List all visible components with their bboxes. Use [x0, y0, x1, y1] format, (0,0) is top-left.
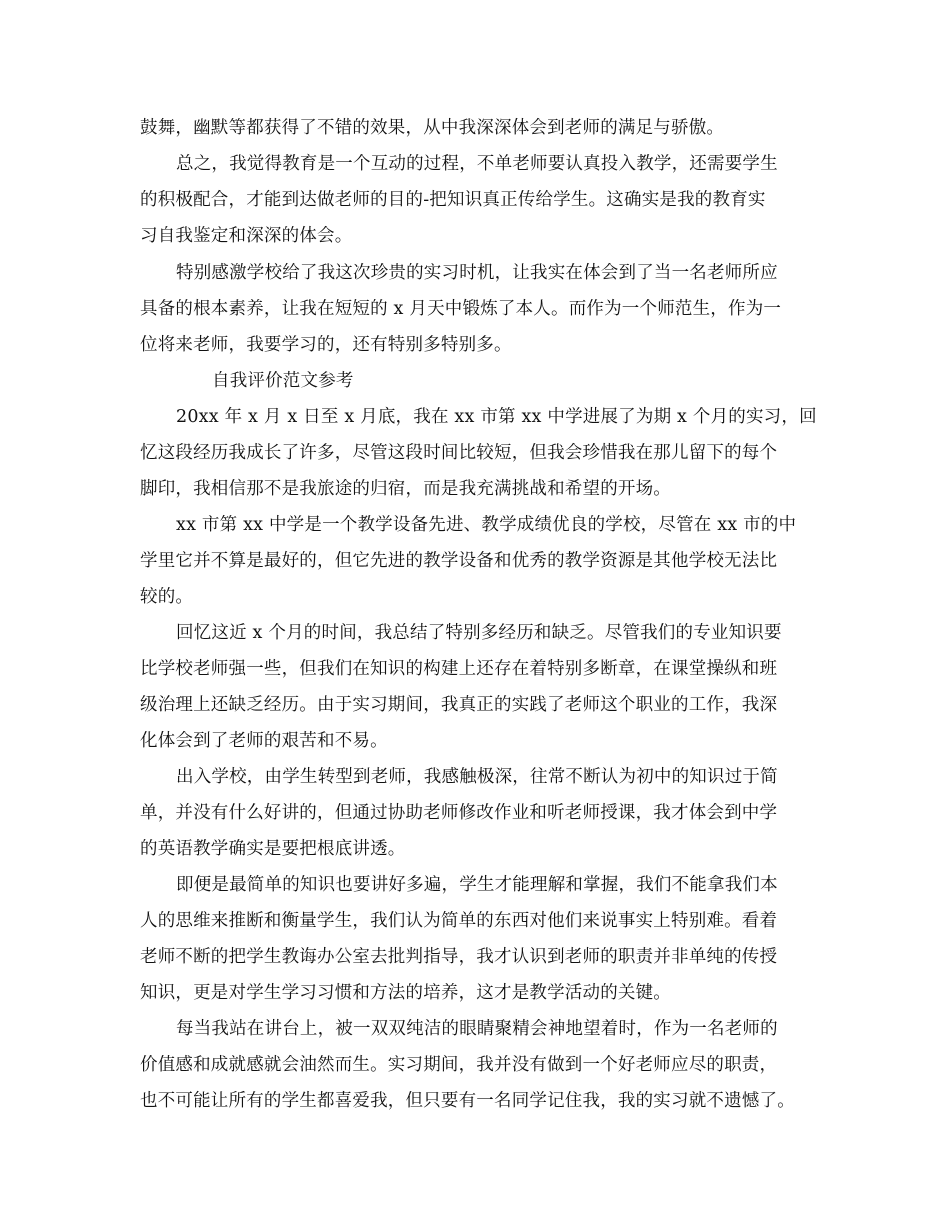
- text-line: 的英语教学确实是要把根底讲透。: [140, 839, 406, 859]
- text-line: 人的思维来推断和衡量学生，我们认为简单的东西对他们来说事实上特别难。看着: [140, 911, 778, 931]
- text-line: 脚印，我相信那不是我旅途的归宿，而是我充满挑战和希望的开场。: [140, 479, 671, 499]
- text-line: 20xx 年 x 月 x 日至 x 月底，我在 xx 市第 xx 中学进展了为期 x 个月的实习，回: [176, 407, 817, 427]
- text-line: 级治理上还缺乏经历。由于实习期间，我真正的实践了老师这个职业的工作，我深: [140, 695, 778, 715]
- text-line: 较的。: [140, 587, 194, 607]
- text-line: 的积极配合，才能到达做老师的目的-把知识真正传给学生。这确实是我的教育实: [140, 190, 766, 210]
- text-line: 老师不断的把学生教诲办公室去批判指导，我才认识到老师的职责并非单纯的传授: [140, 947, 778, 967]
- text-line: 特别感激学校给了我这次珍贵的实习时机，让我实在体会到了当一名老师所应: [176, 263, 778, 283]
- text-line: 总之，我觉得教育是一个互动的过程，不单老师要认真投入教学，还需要学生: [176, 154, 778, 174]
- text-line: 习自我鉴定和深深的体会。: [140, 226, 353, 246]
- text-line: 忆这段经历我成长了许多，尽管这段时间比较短，但我会珍惜我在那儿留下的每个: [140, 443, 778, 463]
- text-line: 化体会到了老师的艰苦和不易。: [140, 731, 388, 751]
- text-line: xx 市第 xx 中学是一个教学设备先进、教学成绩优良的学校，尽管在 xx 市的中: [176, 515, 797, 535]
- text-line: 鼓舞，幽默等都获得了不错的效果，从中我深深体会到老师的满足与骄傲。: [140, 118, 725, 138]
- text-line: 价值感和成就感就会油然而生。实习期间，我并没有做到一个好老师应尽的职责，: [140, 1055, 778, 1075]
- text-line: 具备的根本素养，让我在短短的 x 月天中锻炼了本人。而作为一个师范生，作为一: [140, 299, 782, 319]
- text-line: 也不可能让所有的学生都喜爱我，但只要有一名同学记住我，我的实习就不遗憾了。: [140, 1091, 795, 1111]
- text-line: 位将来老师，我要学习的，还有特别多特别多。: [140, 335, 512, 355]
- text-line: 每当我站在讲台上，被一双双纯洁的眼睛聚精会神地望着时，作为一名老师的: [176, 1019, 778, 1039]
- text-line: 单，并没有什么好讲的，但通过协助老师修改作业和听老师授课，我才体会到中学: [140, 803, 778, 823]
- section-heading: 自我评价范文参考: [212, 371, 354, 391]
- text-line: 回忆这近 x 个月的时间，我总结了特别多经历和缺乏。尽管我们的专业知识要: [176, 623, 782, 643]
- text-line: 学里它并不算是最好的，但它先进的教学设备和优秀的教学资源是其他学校无法比: [140, 551, 778, 571]
- text-line: 知识，更是对学生学习习惯和方法的培养，这才是教学活动的关键。: [140, 983, 671, 1003]
- text-line: 即便是最简单的知识也要讲好多遍，学生才能理解和掌握，我们不能拿我们本: [176, 875, 778, 895]
- text-line: 比学校老师强一些，但我们在知识的构建上还存在着特别多断章，在课堂操纵和班: [140, 659, 778, 679]
- text-line: 出入学校，由学生转型到老师，我感触极深，往常不断认为初中的知识过于简: [176, 767, 778, 787]
